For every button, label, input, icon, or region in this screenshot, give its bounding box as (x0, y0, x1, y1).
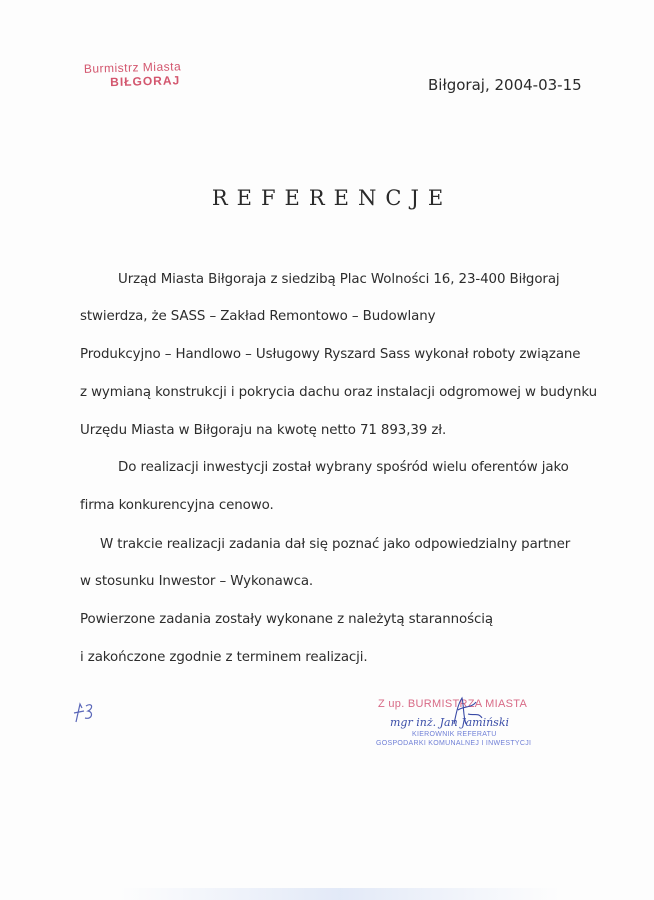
body-line: Urząd Miasta Biłgoraja z siedzibą Plac Wolności 16, 23-400 Biłgoraj (118, 272, 560, 287)
header-stamp-line1: Burmistrz Miasta (83, 59, 182, 76)
body-line: stwierdza, że SASS – Zakład Remontowo – Budowlany (80, 309, 436, 324)
body-line: firma konkurencyjna cenowo. (80, 498, 274, 513)
burmistrz-header-stamp (84, 58, 225, 90)
document-date: Biłgoraj, 2004-03-15 (428, 76, 582, 94)
signatory-name: mgr inż. Jan Jamiński (390, 716, 509, 729)
signatory-role-line2: GOSPODARKI KOMUNALNEJ I INWESTYCJI (376, 740, 532, 747)
body-line: z wymianą konstrukcji i pokrycia dachu oraz instalacji odgromowej w budynku (80, 385, 598, 400)
document-title: REFERENCJE (211, 186, 453, 210)
body-line: Produkcyjno – Handlowo – Usługowy Ryszard Sass wykonał roboty związane (80, 347, 581, 362)
signature-stamp (372, 694, 542, 764)
handwritten-signature (446, 694, 486, 730)
header-stamp-line2: BIŁGORAJ (110, 73, 181, 90)
body-line: Do realizacji inwestycji został wybrany spośród wielu oferentów jako (118, 460, 569, 475)
handwritten-initials (70, 698, 100, 724)
scan-edge-tint (120, 888, 560, 900)
signatory-role-line1: KIEROWNIK REFERATU (412, 731, 497, 738)
body-line: W trakcie realizacji zadania dał się poznać jako odpowiedzialny partner (100, 537, 571, 552)
body-line: i zakończone zgodnie z terminem realizacji. (80, 650, 368, 665)
body-line: Powierzone zadania zostały wykonane z należytą starannością (80, 612, 493, 627)
signature-stamp-line1: Z up. BURMISTRZA MIASTA (378, 698, 528, 710)
body-line: w stosunku Inwestor – Wykonawca. (80, 574, 314, 589)
body-line: Urzędu Miasta w Biłgoraju na kwotę netto 71 893,39 zł. (80, 423, 447, 438)
